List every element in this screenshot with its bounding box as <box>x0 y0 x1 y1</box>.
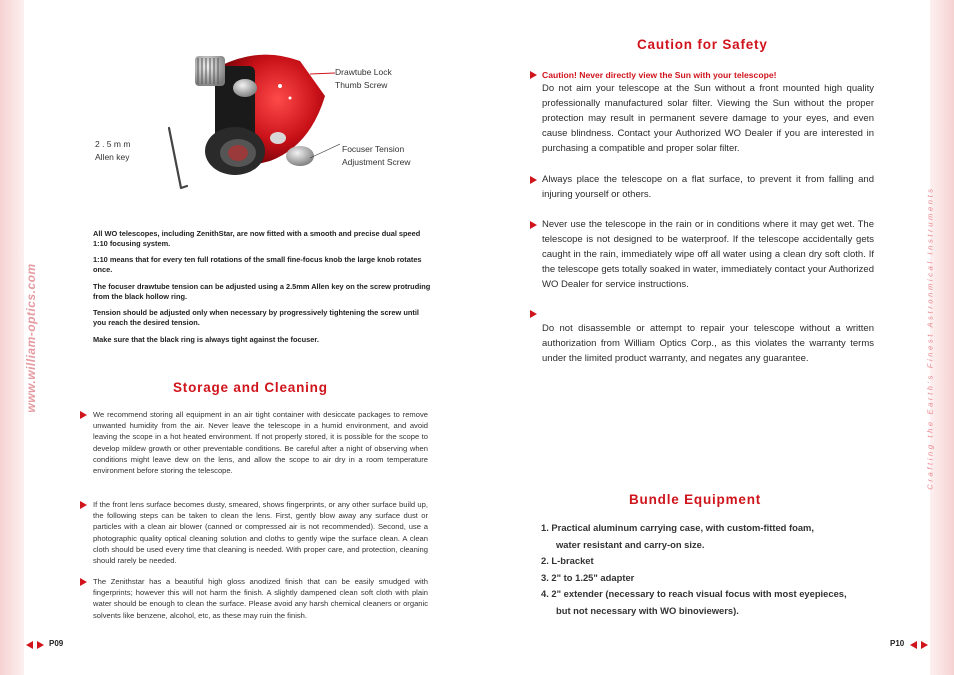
caution-warning: Caution! Never directly view the Sun with your telescope! <box>542 70 777 80</box>
safety-paragraph: Do not disassemble or attempt to repair your telescope without a written authorization from William Optics Corp., as this violates the warranty terms under the limited product warranty, and negates any guarantee. <box>542 323 874 364</box>
bullet-arrow-icon <box>530 176 537 184</box>
bullet-arrow-icon <box>530 310 537 318</box>
prev-page-arrow-icon[interactable] <box>26 641 33 649</box>
bundle-item: water resistant and carry-on size. <box>556 538 705 550</box>
bundle-heading: Bundle Equipment <box>629 492 762 507</box>
next-page-arrow-icon[interactable] <box>37 641 44 649</box>
bundle-item: 2. L-bracket <box>541 555 594 566</box>
storage-paragraph: The Zenithstar has a beautiful high gloss anodized finish that can be easily smudged with fingerprints; however this will not harm the finish. A slightly dampened clean soft cloth with plain water should be enough to clean the surface. Please avoid any harsh chemical cleaners or organic solvents like benzene, alcohol, etc, as these may ruin the finish. <box>93 577 428 620</box>
safety-paragraph: Always place the telescope on a flat surface, to prevent it from falling and injuring yourself or others. <box>542 174 874 200</box>
bundle-list <box>541 520 901 619</box>
bullet-arrow-icon <box>80 411 87 419</box>
safety-paragraph: Do not aim your telescope at the Sun without a front mounted high quality professionally manufactured solar filter. Viewing the Sun without the proper protection may result in permanent severe damage to your eyes, and even cause blindness. Contact your Authorized WO Dealer if you are interested in purchasing a compatible and proper solar filter. <box>542 83 874 154</box>
bundle-item: but not necessary with WO binoviewers). <box>556 604 739 616</box>
intro-paragraph: Tension should be adjusted only when necessary by progressively tightening the screw until you reach the desired tension. <box>93 308 419 327</box>
safety-heading: Caution for Safety <box>637 37 768 52</box>
label-focuser-tension: Focuser Tension Adjustment Screw <box>342 144 411 167</box>
label-allen-key: 2 . 5 m m Allen key <box>95 139 131 162</box>
storage-heading: Storage and Cleaning <box>173 380 328 395</box>
bullet-arrow-icon <box>80 578 87 586</box>
website-sidebar: www.william-optics.com <box>24 263 38 413</box>
left-page-edge <box>0 0 24 675</box>
tagline-sidebar: Crafting the Earth's Finest Astronmical Instruments <box>925 186 935 490</box>
intro-paragraph: Make sure that the black ring is always tight against the focuser. <box>93 335 319 344</box>
intro-paragraph: All WO telescopes, including ZenithStar, are now fitted with a smooth and precise dual speed 1:10 focusing system. <box>93 229 421 248</box>
bullet-arrow-icon <box>80 501 87 509</box>
label-drawtube-lock: Drawtube Lock Thumb Screw <box>335 67 392 90</box>
intro-paragraph: 1:10 means that for every ten full rotations of the small fine-focus knob the large knob rotates once. <box>93 255 422 274</box>
bundle-item: 4. 2" extender (necessary to reach visual focus with most eyepieces, <box>541 588 847 599</box>
storage-paragraph: We recommend storing all equipment in an air tight container with desiccate packages to remove unwanted humidity from the air. Never leave the telescope in a humid environment, and avoid leaving the scope in a hot heated environment. If not properly stored, it is possible for the scope to develop mildew growth or other preventable conditions. Be careful after a night of observing when conditions might leave dew on the lens, and allow the scope to air dry in a room temperature environment before storing the telescope. <box>93 410 428 476</box>
storage-paragraph: If the front lens surface becomes dusty, smeared, shows fingerprints, or any other surface build up, the following steps can be taken to clean the lens. First, gently blow away any surface dust or particles with a clean air blower (canned or compressed air is not recommended). Second, use a photographic quality optical cleaning solution and cloths to gently wipe the surface clean. A clean cloth should be used every time that cleaning is needed. With proper care, and protection, cleaning should rarely be needed. <box>93 500 428 566</box>
intro-paragraph: The focuser drawtube tension can be adjusted using a 2.5mm Allen key on the screw protruding from the black hollow ring. <box>93 282 431 301</box>
page-number-right: P10 <box>890 639 905 648</box>
next-page-arrow-icon[interactable] <box>921 641 928 649</box>
bullet-arrow-icon <box>530 221 537 229</box>
bundle-item: 1. Practical aluminum carrying case, with custom-fitted foam, <box>541 522 814 533</box>
page-number-left: P09 <box>49 639 64 648</box>
prev-page-arrow-icon[interactable] <box>910 641 917 649</box>
safety-paragraph: Never use the telescope in the rain or in conditions where it may get wet. The telescope is not designed to be waterproof. If the telescope accidentally gets caught in the rain, immediately wipe off all water using a clean dry soft cloth. If the telescope gets totally soaked in water, immediately contact your Authorized WO Dealer for service instructions. <box>542 219 874 290</box>
allen-key-icon <box>166 126 188 198</box>
bullet-arrow-icon <box>530 71 537 79</box>
bundle-item: 3. 2" to 1.25" adapter <box>541 571 635 583</box>
